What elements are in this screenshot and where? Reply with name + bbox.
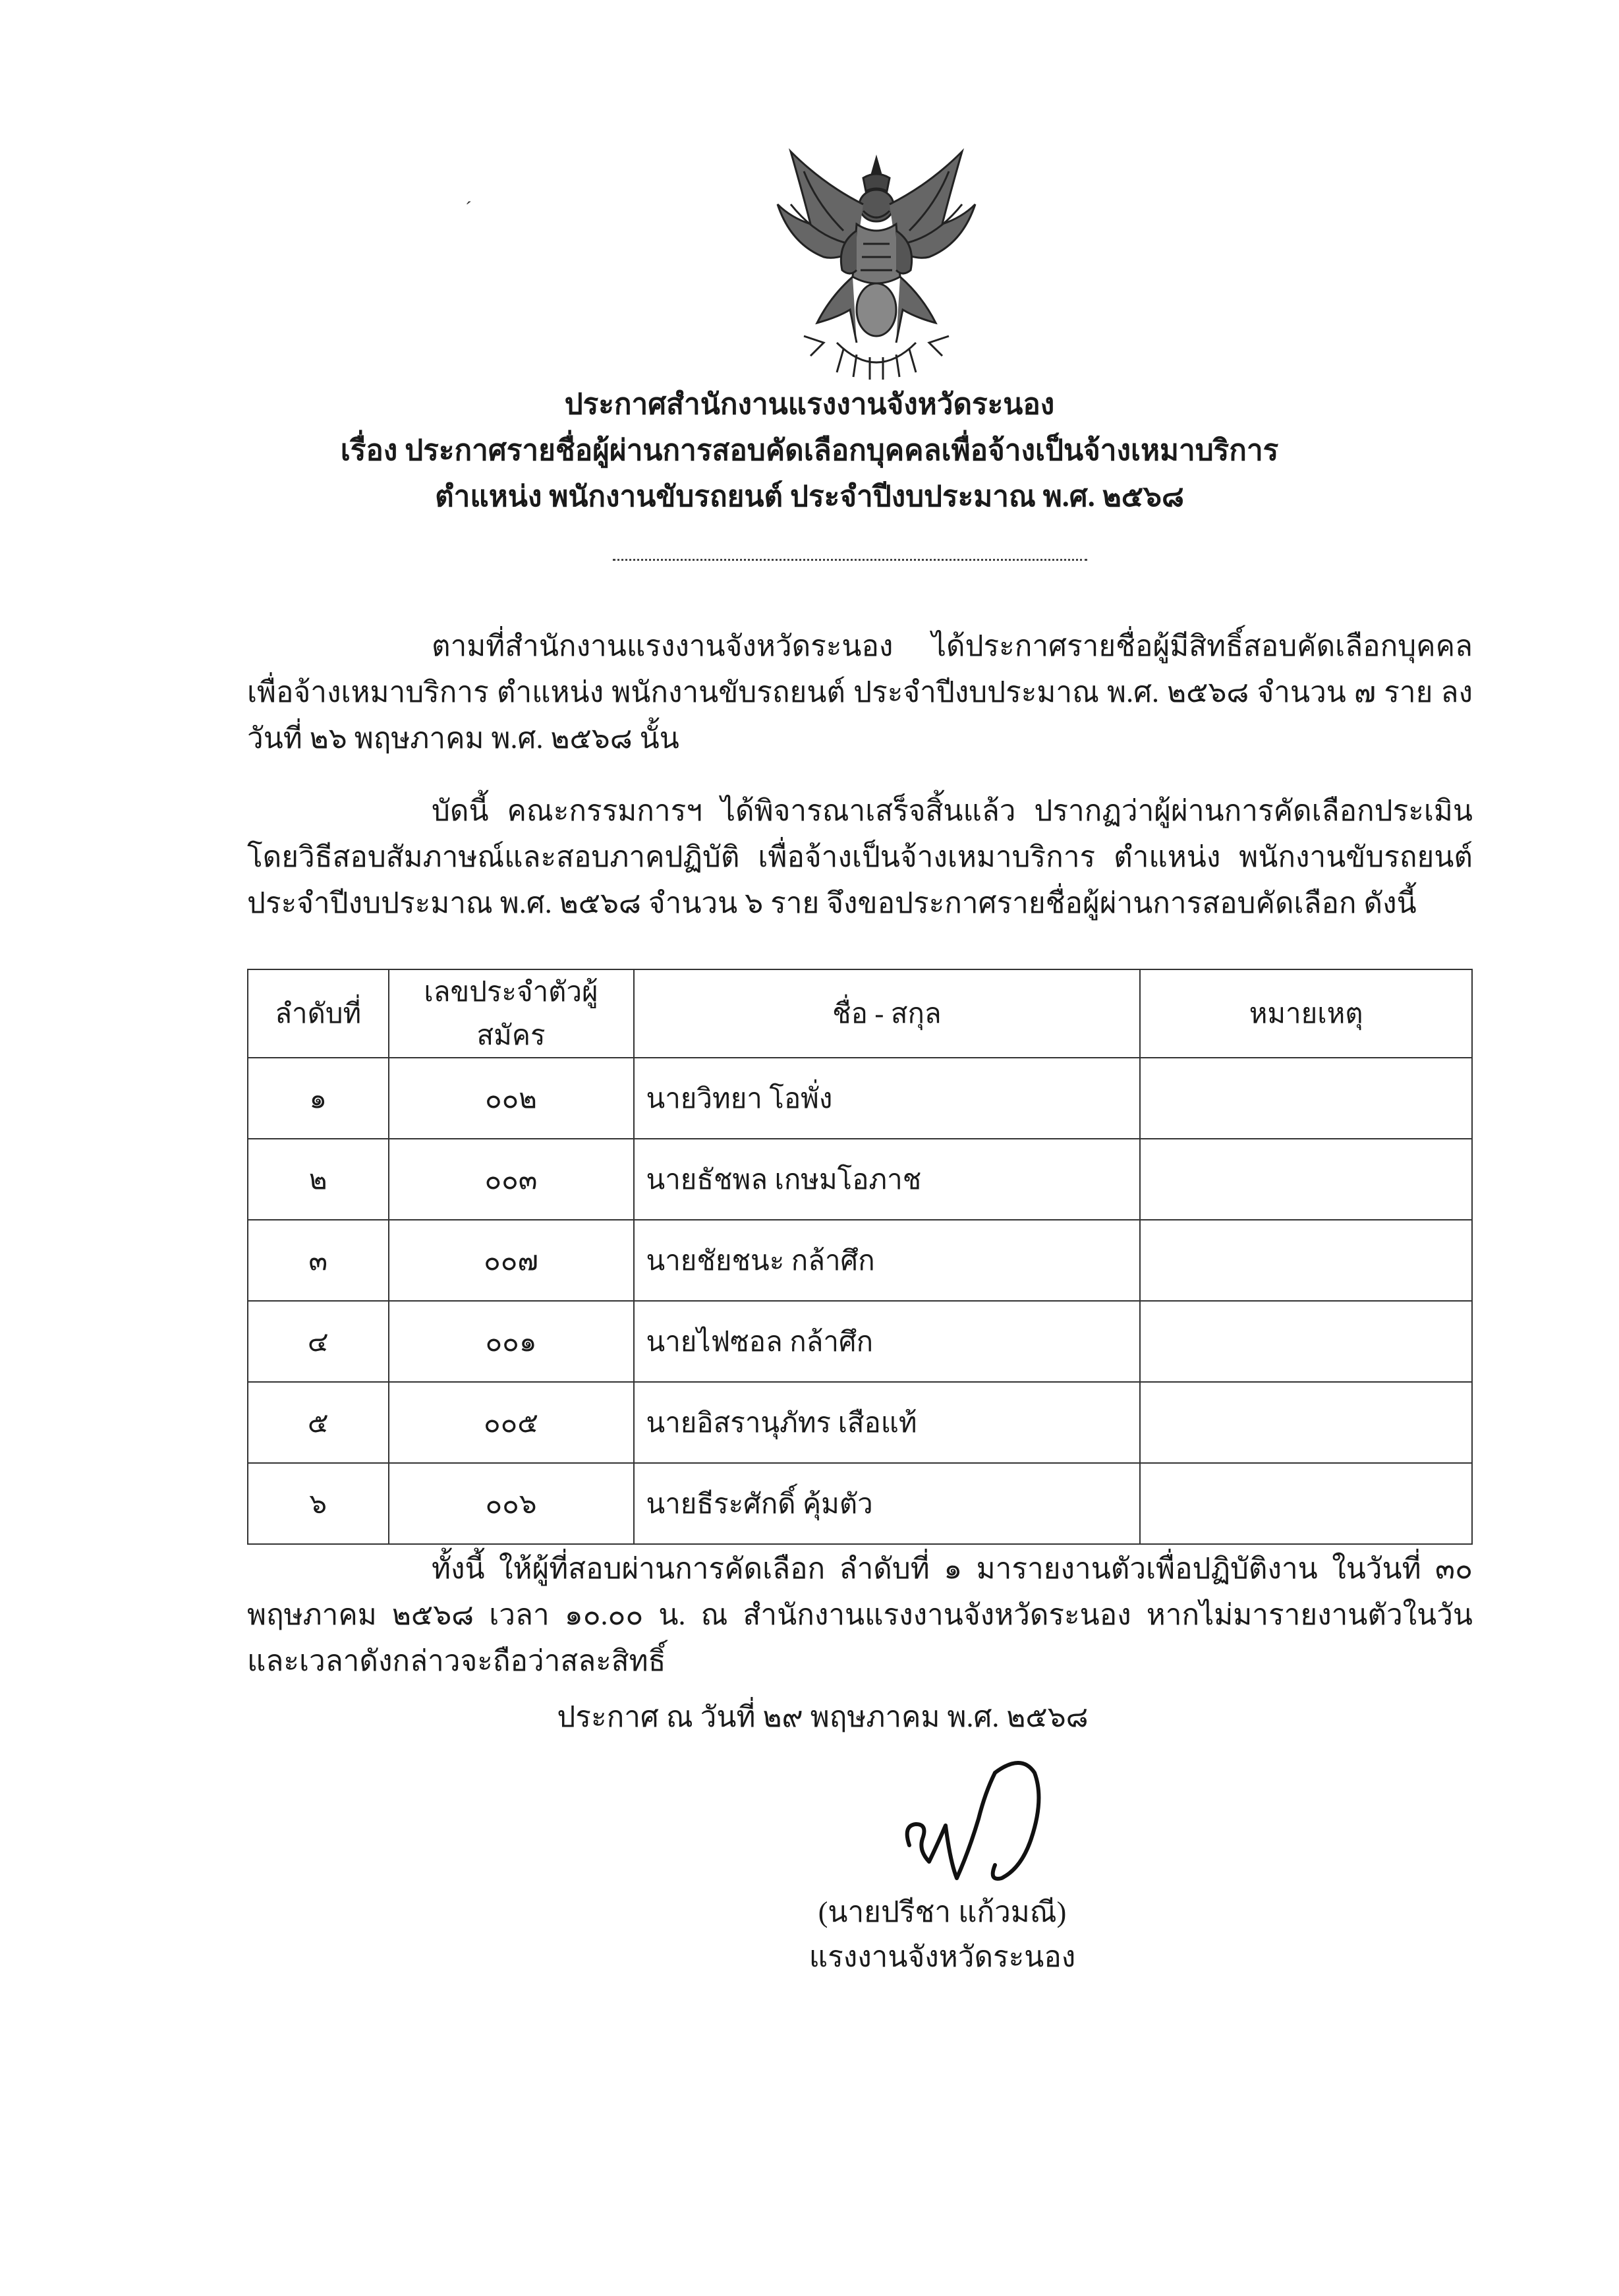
cell-applicant-id: ๐๐๗ xyxy=(389,1220,634,1301)
garuda-emblem-icon xyxy=(764,145,988,382)
table-row xyxy=(248,1301,1472,1382)
announcement-position: ตำแหน่ง พนักงานขับรถยนต์ ประจำปีงบประมาณ พ.ศ. ๒๕๖๘ xyxy=(435,480,1184,513)
column-header-name: ชื่อ - สกุล xyxy=(634,969,1141,1058)
cell-applicant-id: ๐๐๖ xyxy=(389,1463,634,1544)
table-row xyxy=(248,1139,1472,1220)
cell-remark xyxy=(1140,1220,1472,1301)
column-header-applicant-id: เลขประจำตัวผู้สมัคร xyxy=(389,969,634,1058)
signer-position: แรงงานจังหวัดระนอง xyxy=(809,1941,1076,1973)
cell-applicant-id: ๐๐๑ xyxy=(389,1301,634,1382)
cell-applicant-id: ๐๐๓ xyxy=(389,1139,634,1220)
cell-remark xyxy=(1140,1382,1472,1463)
table-row xyxy=(248,1220,1472,1301)
handwritten-signature-icon xyxy=(896,1746,1054,1891)
announcement-title: ประกาศสำนักงานแรงงานจังหวัดระนอง xyxy=(564,388,1055,420)
cell-order: ๖ xyxy=(248,1463,389,1544)
announcement-subject: เรื่อง ประกาศรายชื่อผู้ผ่านการสอบคัดเลือกบุคคลเพื่อจ้างเป็นจ้างเหมาบริการ xyxy=(340,434,1279,467)
cell-name: นายธัชพล เกษมโอภาช xyxy=(634,1139,1141,1220)
cell-remark xyxy=(1140,1139,1472,1220)
cell-order: ๒ xyxy=(248,1139,389,1220)
paragraph-result-text: บัดนี้ คณะกรรมการฯ ได้พิจารณาเสร็จสิ้นแล้ว ปรากฏว่าผู้ผ่านการคัดเลือกประเมินโดยวิธีสอบสัมภาษณ์และสอบภาคปฏิบัติ เพื่อจ้างเป็นจ้างเหมาบริการ ตำแหน่ง พนักงานขับรถยนต์ ประจำปีงบประมาณ พ.ศ. ๒๕๖๘ จำนวน ๖ ราย จึงขอประกาศรายชื่อผู้ผ่านการสอบคัดเลือก ดังนี้ xyxy=(247,795,1480,919)
cell-order: ๑ xyxy=(248,1058,389,1139)
cell-name: นายธีระศักดิ์ คุ้มตัว xyxy=(634,1463,1141,1544)
table-row xyxy=(248,1463,1472,1544)
paragraph-report-instruction xyxy=(247,1546,1480,1684)
cell-order: ๓ xyxy=(248,1220,389,1301)
dotted-divider xyxy=(613,559,1087,561)
cell-name: นายอิสรานุภัทร เสือแท้ xyxy=(634,1382,1141,1463)
stray-pen-mark: ´ xyxy=(465,198,472,219)
column-header-remark: หมายเหตุ xyxy=(1140,969,1472,1058)
passed-candidates-table xyxy=(247,969,1473,1545)
cell-applicant-id: ๐๐๕ xyxy=(389,1382,634,1463)
paragraph-report-text: ทั้งนี้ ให้ผู้ที่สอบผ่านการคัดเลือก ลำดับที่ ๑ มารายงานตัวเพื่อปฏิบัติงาน ในวันที่ ๓๐ พฤษภาคม ๒๕๖๘ เวลา ๑๐.๐๐ น. ณ สำนักงานแรงงานจังหวัดระนอง หากไม่มารายงานตัวในวัน และเวลาดังกล่าวจะถือว่าสละสิทธิ์ xyxy=(247,1553,1480,1677)
cell-remark xyxy=(1140,1463,1472,1544)
cell-applicant-id: ๐๐๒ xyxy=(389,1058,634,1139)
cell-name: นายไฟซอล กล้าศึก xyxy=(634,1301,1141,1382)
signer-name: (นายปรีชา แก้วมณี) xyxy=(818,1896,1067,1928)
cell-name: นายชัยชนะ กล้าศึก xyxy=(634,1220,1141,1301)
paragraph-intro xyxy=(247,623,1473,762)
paragraph-intro-text: ตามที่สำนักงานแรงงานจังหวัดระนอง ได้ประกาศรายชื่อผู้มีสิทธิ์สอบคัดเลือกบุคคลเพื่อจ้างเหมาบริการ ตำแหน่ง พนักงานขับรถยนต์ ประจำปีงบประมาณ พ.ศ. ๒๕๖๘ จำนวน ๗ ราย ลงวันที่ ๒๖ พฤษภาคม พ.ศ. ๒๕๖๘ นั้น xyxy=(247,630,1473,755)
announce-date: ประกาศ ณ วันที่ ๒๙ พฤษภาคม พ.ศ. ๒๕๖๘ xyxy=(557,1701,1089,1733)
table-row xyxy=(248,1058,1472,1139)
cell-order: ๔ xyxy=(248,1301,389,1382)
table-header-row xyxy=(248,969,1472,1058)
column-header-order: ลำดับที่ xyxy=(248,969,389,1058)
cell-remark xyxy=(1140,1058,1472,1139)
cell-remark xyxy=(1140,1301,1472,1382)
table-row xyxy=(248,1382,1472,1463)
cell-order: ๕ xyxy=(248,1382,389,1463)
cell-name: นายวิทยา โอพั่ง xyxy=(634,1058,1141,1139)
paragraph-result xyxy=(247,788,1480,927)
